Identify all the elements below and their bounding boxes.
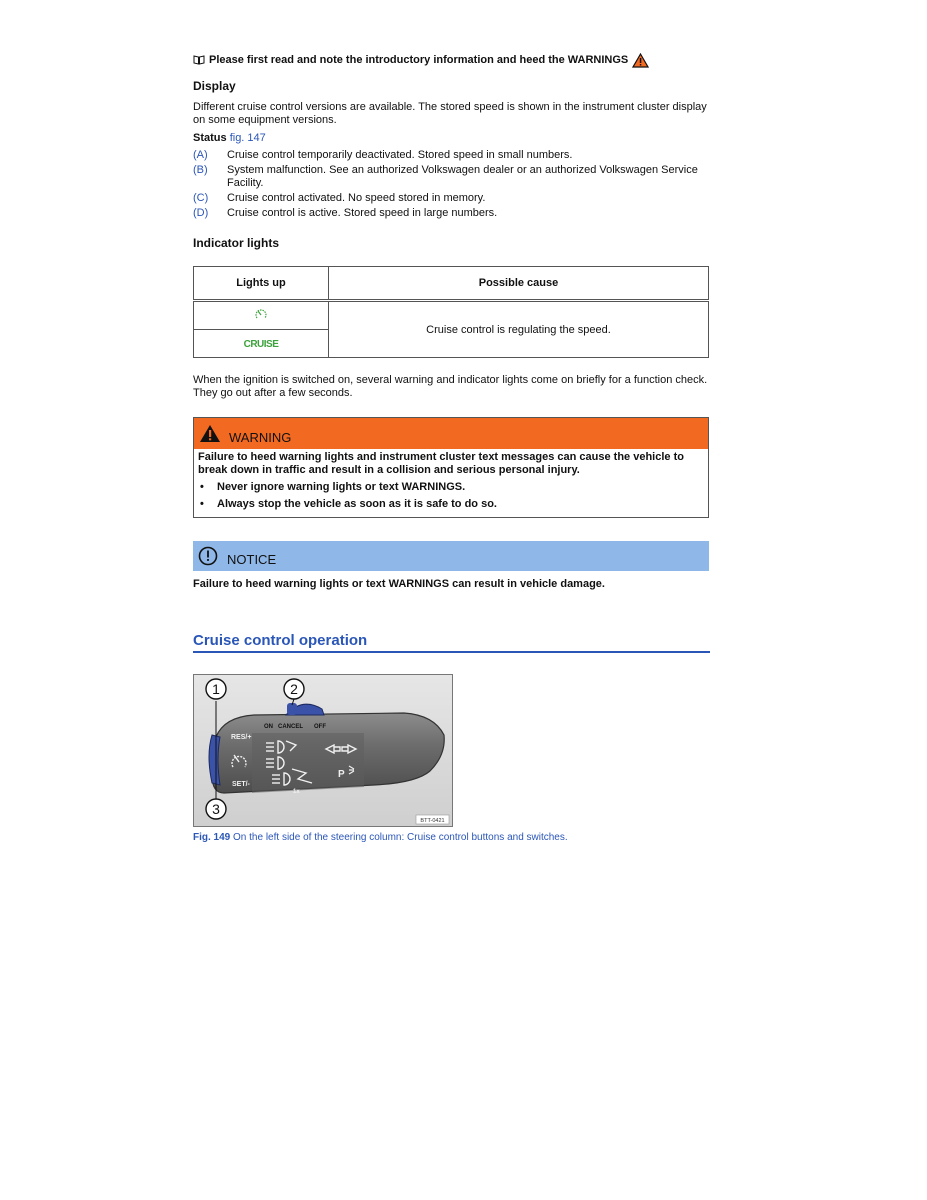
stalk-illustration xyxy=(194,675,452,826)
svg-text:1: 1 xyxy=(212,681,220,697)
section-title: Cruise control operation xyxy=(193,632,710,653)
cruise-speedometer-icon xyxy=(254,308,268,320)
indicator-table xyxy=(193,266,709,358)
stalk-label-on: ON xyxy=(264,724,273,730)
warning-title: WARNING xyxy=(229,430,292,445)
callout-1 xyxy=(206,679,226,699)
status-item-text: Cruise control activated. No speed stored in memory. xyxy=(227,192,486,204)
stalk-label-p: P xyxy=(338,769,345,780)
svg-text:3: 3 xyxy=(212,801,220,817)
ignition-note: When the ignition is switched on, several warning and indicator lights come on briefly for a function check. They go out after a few seconds. xyxy=(193,374,708,399)
stalk-label-res: RES/+ xyxy=(231,734,252,741)
status-heading xyxy=(193,132,709,145)
possible-cause-cell: Cruise control is regulating the speed. xyxy=(329,301,709,358)
callout-2 xyxy=(284,679,304,699)
stalk-label-set: SET/- xyxy=(232,781,250,788)
figure-149 xyxy=(193,674,453,827)
status-item xyxy=(193,164,709,190)
intro-line xyxy=(193,50,709,70)
status-label: Status xyxy=(193,132,227,144)
notice-text: Failure to heed warning lights or text WARNINGS can result in vehicle damage. xyxy=(193,578,605,590)
status-item-letter[interactable]: (C) xyxy=(193,192,209,204)
status-item-text: Cruise control temporarily deactivated. Stored speed in small numbers. xyxy=(227,149,573,161)
figure-caption-text: On the left side of the steering column: Cruise control buttons and switches. xyxy=(233,832,568,843)
status-item-text: System malfunction. See an authorized Volkswagen dealer or an authorized Volkswagen Service Facility. xyxy=(227,164,698,189)
cruise-text-indicator: CRUISE xyxy=(243,338,279,350)
book-icon xyxy=(193,55,205,65)
warning-header xyxy=(194,418,708,449)
status-item-letter[interactable]: (B) xyxy=(193,164,208,176)
warning-triangle-icon xyxy=(632,53,649,68)
stalk-label-cancel: CANCEL xyxy=(278,724,303,730)
figure-code: BTT-0421 xyxy=(420,818,445,824)
notice-header xyxy=(193,541,709,571)
indicator-heading: Indicator lights xyxy=(193,236,280,250)
cruise-speedometer-cell xyxy=(194,301,329,330)
col-lights-up: Lights up xyxy=(194,267,329,301)
warning-bullet: • Always stop the vehicle as soon as it is safe to do so. xyxy=(200,498,497,510)
svg-text:2: 2 xyxy=(290,681,298,697)
stalk-label-off: OFF xyxy=(314,724,326,730)
warning-bullets xyxy=(198,480,704,511)
callout-3 xyxy=(206,799,226,819)
status-item-letter[interactable]: (D) xyxy=(193,207,209,219)
status-item xyxy=(193,192,709,205)
document-page xyxy=(193,50,709,843)
warning-body xyxy=(194,449,708,517)
warning-triangle-icon xyxy=(199,424,221,443)
status-list xyxy=(193,149,709,220)
col-possible-cause: Possible cause xyxy=(329,267,709,301)
display-heading: Display xyxy=(193,79,236,93)
status-item xyxy=(193,149,709,162)
cruise-label-cell xyxy=(194,330,329,358)
exclamation-circle-icon xyxy=(198,546,218,566)
warning-bullet: • Never ignore warning lights or text WARNINGS. xyxy=(200,481,466,493)
display-text: Different cruise control versions are available. The stored speed is shown in the instrument cluster display on some equipment versions. xyxy=(193,101,707,126)
figure-caption xyxy=(193,832,709,843)
status-item-letter[interactable]: (A) xyxy=(193,149,208,161)
status-item xyxy=(193,207,709,220)
stalk-label-1x: 1x xyxy=(293,789,300,795)
figure-caption-number: Fig. 149 xyxy=(193,832,231,843)
fig-147-link[interactable]: fig. 147 xyxy=(229,132,266,144)
notice-title: NOTICE xyxy=(227,551,277,567)
warning-text: Failure to heed warning lights and instrument cluster text messages can cause the vehicle to break down in traffic and result in a collision and serious personal injury. xyxy=(198,451,684,476)
intro-text: Please first read and note the introductory information and heed the WARNINGS xyxy=(209,54,629,66)
warning-box xyxy=(193,417,709,518)
status-item-text: Cruise control is active. Stored speed in large numbers. xyxy=(227,207,498,219)
